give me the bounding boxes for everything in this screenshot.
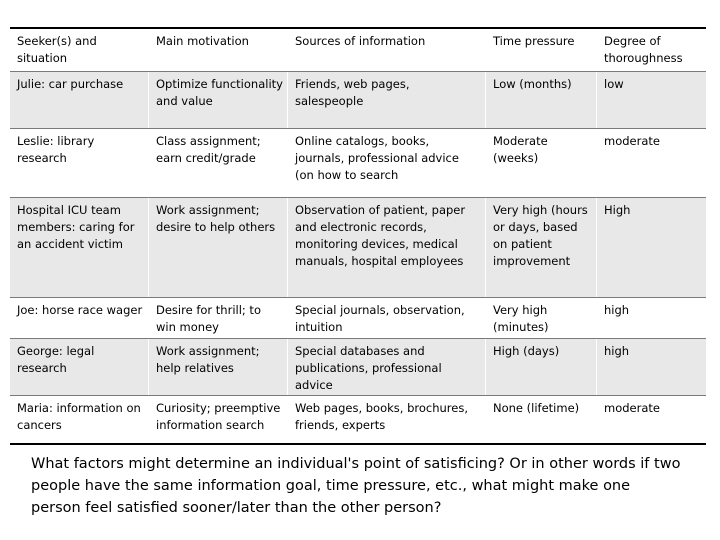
cell-thoroughness: High	[604, 203, 631, 217]
cell-thoroughness: moderate	[604, 401, 660, 415]
header-seeker: Seeker(s) and situation	[10, 29, 149, 71]
cell-sources: Special databases and publications, professional advice	[288, 339, 486, 395]
cell-motivation: Work assignment; desire to help others	[149, 198, 288, 297]
table-row	[10, 396, 706, 443]
table-row	[10, 198, 706, 298]
discussion-question: What factors might determine an individual's point of satisficing? Or in other words if two people have the same information goal, time pressure, etc., what might make one person feel satisfied sooner/later than the other person?	[31, 456, 681, 516]
cell-motivation: Optimize functionality and value	[149, 72, 288, 128]
cell-seeker: Hospital ICU team members: caring for an accident victim	[10, 198, 149, 297]
table-row	[10, 298, 706, 339]
cell-sources: Friends, web pages, salespeople	[288, 72, 486, 128]
table-header-row	[10, 29, 706, 72]
cell-seeker: George: legal research	[10, 339, 149, 395]
header-time-pressure: Time pressure	[486, 29, 597, 71]
table-row	[10, 129, 706, 198]
cell-time-pressure: Very high (hours or days, based on patient improvement	[486, 198, 597, 297]
cell-motivation: Class assignment; earn credit/grade	[149, 129, 288, 197]
cell-thoroughness: high	[604, 344, 630, 358]
cell-sources: Special journals, observation, intuition	[288, 298, 486, 338]
cell-sources: Observation of patient, paper and electronic records, monitoring devices, medical manuals, hospital employees	[288, 198, 486, 297]
cell-seeker: Julie: car purchase	[10, 72, 149, 128]
cell-thoroughness: high	[604, 303, 630, 317]
cell-time-pressure: Low (months)	[486, 72, 597, 128]
cell-motivation: Curiosity; preemptive information search	[149, 396, 288, 443]
cell-time-pressure: None (lifetime)	[486, 396, 597, 443]
cell-time-pressure: High (days)	[486, 339, 597, 395]
cell-motivation: Desire for thrill; to win money	[149, 298, 288, 338]
table-row	[10, 72, 706, 129]
cell-sources: Online catalogs, books, journals, professional advice (on how to search	[288, 129, 486, 197]
cell-motivation: Work assignment; help relatives	[149, 339, 288, 395]
cell-seeker: Maria: information on cancers	[10, 396, 149, 443]
cell-thoroughness: moderate	[604, 134, 660, 148]
header-sources: Sources of information	[288, 29, 486, 71]
header-thoroughness: Degree of thoroughness	[604, 34, 683, 65]
cell-time-pressure: Moderate (weeks)	[486, 129, 597, 197]
cell-sources: Web pages, books, brochures, friends, experts	[288, 396, 486, 443]
header-motivation: Main motivation	[149, 29, 288, 71]
cell-time-pressure: Very high (minutes)	[486, 298, 597, 338]
cell-seeker: Joe: horse race wager	[10, 298, 149, 338]
satisficing-table	[10, 27, 706, 445]
cell-seeker: Leslie: library research	[10, 129, 149, 197]
cell-thoroughness: low	[604, 77, 624, 91]
table-row	[10, 339, 706, 396]
